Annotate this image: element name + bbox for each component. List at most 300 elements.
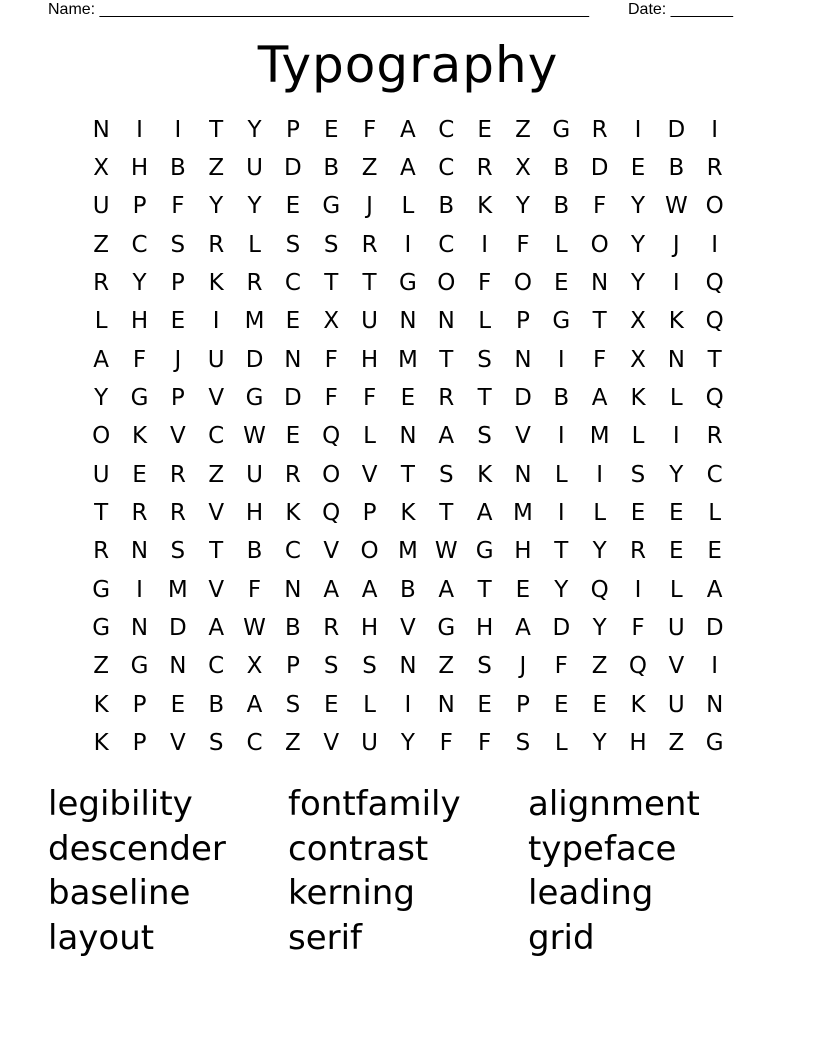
grid-letter: Y bbox=[630, 193, 646, 220]
grid-letter: S bbox=[515, 730, 531, 757]
grid-letter: U bbox=[361, 308, 378, 335]
grid-letter: E bbox=[554, 270, 569, 297]
grid-letter: D bbox=[169, 615, 187, 642]
grid-letter: E bbox=[285, 308, 301, 335]
grid-letter: D bbox=[284, 155, 302, 182]
grid-letter: T bbox=[209, 538, 224, 565]
grid-letter: L bbox=[708, 500, 722, 527]
grid-letter: L bbox=[94, 308, 108, 335]
grid-letter: B bbox=[285, 615, 301, 642]
grid-letter: L bbox=[401, 193, 415, 220]
grid-letter: T bbox=[477, 385, 492, 412]
grid-letter: L bbox=[248, 231, 261, 258]
grid-letter: A bbox=[323, 576, 340, 603]
grid-row bbox=[82, 725, 734, 763]
grid-row bbox=[82, 456, 734, 494]
grid-letter: Q bbox=[705, 385, 724, 412]
grid-letter: N bbox=[667, 346, 685, 373]
grid-letter: R bbox=[438, 385, 455, 412]
grid-letter: F bbox=[362, 116, 377, 143]
grid-letter: Y bbox=[94, 385, 109, 412]
grid-letter: E bbox=[170, 308, 186, 335]
grid-letter: S bbox=[208, 730, 224, 757]
grid-letter: R bbox=[93, 538, 110, 565]
grid-letter: P bbox=[132, 730, 147, 757]
grid-letter: I bbox=[634, 116, 642, 143]
grid-letter: M bbox=[397, 346, 418, 373]
grid-letter: Z bbox=[93, 231, 110, 258]
grid-letter: Z bbox=[208, 461, 225, 488]
grid-letter: Y bbox=[515, 193, 530, 220]
grid-letter: V bbox=[169, 423, 186, 450]
grid-letter: N bbox=[399, 653, 417, 680]
grid-letter: G bbox=[552, 308, 571, 335]
grid-letter: T bbox=[554, 538, 569, 565]
page-title: Typography bbox=[257, 36, 559, 94]
grid-letter: Y bbox=[247, 116, 262, 143]
grid-letter: B bbox=[553, 385, 570, 412]
grid-letter: L bbox=[363, 423, 376, 450]
grid-letter: B bbox=[208, 691, 225, 718]
grid-letter: I bbox=[212, 308, 220, 335]
grid-letter: H bbox=[130, 155, 149, 182]
grid-letter: P bbox=[170, 270, 185, 297]
grid-letter: Y bbox=[592, 615, 607, 642]
grid-row bbox=[82, 418, 734, 456]
grid-letter: X bbox=[515, 155, 531, 182]
grid-letter: U bbox=[361, 730, 378, 757]
grid-letter: V bbox=[323, 538, 340, 565]
grid-letter: O bbox=[322, 461, 341, 488]
grid-letter: B bbox=[246, 538, 263, 565]
grid-letter: V bbox=[515, 423, 531, 450]
grid-letter: I bbox=[557, 346, 565, 373]
grid-letter: P bbox=[170, 385, 185, 412]
grid-letter: F bbox=[631, 615, 645, 642]
grid-letter: L bbox=[478, 308, 492, 335]
grid-letter: Y bbox=[247, 193, 262, 220]
grid-letter: G bbox=[475, 538, 494, 565]
grid-letter: G bbox=[399, 270, 417, 297]
grid-letter: N bbox=[437, 308, 455, 335]
grid-letter: S bbox=[285, 691, 301, 718]
grid-letter: H bbox=[360, 615, 379, 642]
grid-letter: C bbox=[246, 730, 263, 757]
grid-letter: E bbox=[285, 423, 301, 450]
word-list-item: baseline bbox=[48, 873, 191, 913]
grid-letter: L bbox=[669, 576, 683, 603]
grid-letter: K bbox=[630, 385, 646, 412]
grid-letter: X bbox=[93, 155, 110, 182]
grid-letter: S bbox=[170, 231, 186, 258]
grid-letter: T bbox=[94, 500, 109, 527]
grid-letter: W bbox=[434, 538, 458, 565]
grid-row bbox=[82, 226, 734, 264]
grid-letter: I bbox=[557, 500, 565, 527]
grid-letter: I bbox=[174, 116, 182, 143]
grid-letter: A bbox=[246, 691, 263, 718]
grid-letter: V bbox=[169, 730, 186, 757]
word-list-item: layout bbox=[48, 917, 155, 958]
grid-letter: L bbox=[554, 730, 568, 757]
grid-letter: N bbox=[399, 308, 417, 335]
grid-letter: N bbox=[130, 538, 149, 565]
grid-letter: S bbox=[477, 346, 492, 373]
grid-letter: X bbox=[246, 653, 263, 680]
grid-letter: C bbox=[208, 653, 225, 680]
grid-letter: Y bbox=[592, 730, 607, 757]
grid-letter: N bbox=[169, 653, 187, 680]
grid-letter: E bbox=[477, 116, 492, 143]
grid-letter: I bbox=[711, 231, 719, 258]
grid-letter: W bbox=[243, 423, 266, 450]
grid-row bbox=[82, 533, 734, 571]
grid-letter: N bbox=[92, 116, 110, 143]
grid-letter: S bbox=[362, 653, 377, 680]
grid-letter: I bbox=[672, 423, 680, 450]
grid-letter: S bbox=[323, 231, 339, 258]
grid-letter: G bbox=[552, 116, 571, 143]
grid-letter: I bbox=[711, 653, 719, 680]
grid-row bbox=[82, 648, 734, 686]
grid-letter: V bbox=[208, 500, 225, 527]
grid-letter: Z bbox=[93, 653, 110, 680]
grid-letter: U bbox=[667, 615, 685, 642]
word-list-item: fontfamily bbox=[288, 784, 461, 824]
grid-letter: A bbox=[591, 385, 608, 412]
grid-letter: S bbox=[477, 653, 492, 680]
grid-letter: C bbox=[706, 461, 723, 488]
word-list-item: alignment bbox=[528, 784, 700, 824]
grid-letter: O bbox=[705, 193, 724, 220]
grid-letter: H bbox=[245, 500, 264, 527]
grid-letter: T bbox=[477, 576, 492, 603]
grid-letter: X bbox=[630, 308, 646, 335]
grid-letter: R bbox=[629, 538, 646, 565]
grid-letter: D bbox=[514, 385, 532, 412]
date-field-line: Date: _______ bbox=[628, 1, 733, 18]
grid-letter: J bbox=[366, 193, 373, 220]
grid-letter: F bbox=[439, 730, 453, 757]
grid-letter: V bbox=[208, 385, 225, 412]
word-list-item: kerning bbox=[288, 873, 415, 913]
grid-letter: G bbox=[130, 385, 149, 412]
grid-letter: F bbox=[593, 346, 607, 373]
grid-letter: B bbox=[438, 193, 455, 220]
grid-letter: D bbox=[705, 615, 724, 642]
grid-letter: E bbox=[285, 193, 301, 220]
grid-letter: O bbox=[513, 270, 532, 297]
grid-letter: U bbox=[667, 691, 685, 718]
grid-letter: P bbox=[132, 691, 147, 718]
grid-letter: R bbox=[169, 461, 186, 488]
grid-letter: Y bbox=[669, 461, 684, 488]
grid-letter: C bbox=[284, 270, 301, 297]
grid-letter: G bbox=[92, 615, 111, 642]
grid-letter: Z bbox=[438, 653, 455, 680]
grid-letter: T bbox=[707, 346, 722, 373]
grid-letter: Q bbox=[705, 270, 724, 297]
grid-letter: R bbox=[284, 461, 301, 488]
grid-letter: E bbox=[477, 691, 492, 718]
grid-letter: E bbox=[630, 500, 646, 527]
grid-letter: P bbox=[285, 116, 300, 143]
grid-letter: U bbox=[246, 155, 263, 182]
word-list-item: grid bbox=[528, 917, 595, 958]
grid-letter: U bbox=[92, 193, 110, 220]
grid-letter: A bbox=[438, 576, 455, 603]
grid-letter: C bbox=[284, 538, 301, 565]
grid-letter: N bbox=[130, 615, 149, 642]
grid-letter: P bbox=[362, 500, 377, 527]
grid-letter: D bbox=[590, 155, 609, 182]
grid-letter: N bbox=[514, 346, 532, 373]
grid-letter: E bbox=[707, 538, 722, 565]
grid-letter: N bbox=[284, 576, 302, 603]
grid-letter: F bbox=[324, 385, 338, 412]
grid-letter: E bbox=[554, 691, 569, 718]
grid-letter: F bbox=[554, 653, 568, 680]
grid-letter: F bbox=[477, 270, 492, 297]
grid-letter: M bbox=[397, 538, 418, 565]
grid-row bbox=[82, 341, 734, 379]
grid-letter: Y bbox=[209, 193, 224, 220]
grid-letter: I bbox=[672, 270, 680, 297]
grid-letter: L bbox=[363, 691, 376, 718]
grid-letter: F bbox=[516, 231, 530, 258]
grid-letter: H bbox=[629, 730, 647, 757]
grid-letter: M bbox=[244, 308, 265, 335]
grid-letter: K bbox=[93, 730, 109, 757]
grid-letter: S bbox=[323, 653, 339, 680]
grid-letter: Z bbox=[361, 155, 378, 182]
word-list bbox=[48, 782, 768, 960]
grid-letter: E bbox=[630, 155, 646, 182]
grid-letter: K bbox=[93, 691, 109, 718]
grid-letter: O bbox=[92, 423, 111, 450]
grid-letter: E bbox=[323, 116, 339, 143]
grid-row bbox=[82, 149, 734, 187]
grid-letter: F bbox=[362, 385, 377, 412]
grid-letter: C bbox=[208, 423, 225, 450]
grid-letter: M bbox=[513, 500, 533, 527]
grid-letter: I bbox=[404, 691, 412, 718]
grid-letter: G bbox=[130, 653, 149, 680]
grid-letter: Q bbox=[322, 423, 341, 450]
word-list-item: leading bbox=[528, 873, 654, 913]
grid-row bbox=[82, 494, 734, 532]
grid-letter: Z bbox=[668, 730, 685, 757]
grid-letter: N bbox=[399, 423, 417, 450]
grid-letter: S bbox=[630, 461, 646, 488]
grid-letter: V bbox=[323, 730, 340, 757]
grid-letter: E bbox=[170, 691, 186, 718]
letter-grid bbox=[82, 111, 734, 763]
grid-letter: L bbox=[669, 385, 683, 412]
grid-letter: V bbox=[361, 461, 378, 488]
grid-letter: G bbox=[92, 576, 111, 603]
grid-row bbox=[82, 379, 734, 417]
grid-letter: R bbox=[706, 155, 723, 182]
grid-letter: I bbox=[557, 423, 565, 450]
grid-letter: J bbox=[672, 231, 680, 258]
grid-row bbox=[82, 686, 734, 724]
grid-row bbox=[82, 303, 734, 341]
grid-letter: O bbox=[437, 270, 456, 297]
grid-letter: C bbox=[438, 116, 455, 143]
grid-letter: T bbox=[439, 500, 454, 527]
grid-letter: N bbox=[284, 346, 302, 373]
grid-letter: Y bbox=[400, 730, 415, 757]
grid-letter: B bbox=[169, 155, 186, 182]
grid-letter: G bbox=[322, 193, 341, 220]
grid-letter: F bbox=[593, 193, 607, 220]
grid-letter: G bbox=[705, 730, 724, 757]
grid-letter: N bbox=[437, 691, 455, 718]
grid-letter: A bbox=[706, 576, 723, 603]
grid-letter: R bbox=[591, 116, 608, 143]
grid-letter: Y bbox=[592, 538, 607, 565]
grid-letter: L bbox=[631, 423, 645, 450]
grid-letter: Z bbox=[208, 155, 225, 182]
grid-letter: R bbox=[208, 231, 225, 258]
grid-letter: E bbox=[323, 691, 339, 718]
grid-letter: R bbox=[706, 423, 723, 450]
grid-letter: Q bbox=[628, 653, 648, 680]
grid-letter: W bbox=[243, 615, 266, 642]
grid-letter: O bbox=[360, 538, 379, 565]
grid-letter: E bbox=[669, 538, 684, 565]
grid-letter: X bbox=[630, 346, 646, 373]
grid-letter: E bbox=[515, 576, 531, 603]
grid-letter: A bbox=[400, 116, 416, 143]
grid-letter: A bbox=[361, 576, 378, 603]
grid-letter: S bbox=[438, 461, 454, 488]
grid-letter: T bbox=[209, 116, 224, 143]
grid-letter: P bbox=[516, 308, 530, 335]
grid-letter: E bbox=[400, 385, 416, 412]
grid-letter: L bbox=[593, 500, 607, 527]
grid-letter: D bbox=[667, 116, 686, 143]
grid-letter: W bbox=[664, 193, 688, 220]
grid-row bbox=[82, 609, 734, 647]
grid-letter: S bbox=[285, 231, 301, 258]
grid-letter: I bbox=[634, 576, 642, 603]
grid-letter: K bbox=[285, 500, 301, 527]
grid-letter: L bbox=[554, 461, 568, 488]
grid-letter: T bbox=[324, 270, 339, 297]
grid-letter: Z bbox=[591, 653, 608, 680]
grid-letter: K bbox=[131, 423, 148, 450]
word-list-item: descender bbox=[48, 828, 226, 869]
grid-row bbox=[82, 111, 734, 149]
word-list-item: legibility bbox=[48, 784, 193, 824]
grid-letter: F bbox=[132, 346, 147, 373]
grid-letter: Q bbox=[705, 308, 724, 335]
grid-letter: B bbox=[553, 193, 570, 220]
grid-letter: E bbox=[592, 691, 607, 718]
grid-letter: A bbox=[400, 155, 416, 182]
grid-letter: I bbox=[136, 116, 143, 143]
grid-letter: K bbox=[208, 270, 224, 297]
grid-letter: H bbox=[514, 538, 532, 565]
grid-letter: D bbox=[284, 385, 302, 412]
grid-letter: P bbox=[132, 193, 147, 220]
grid-letter: H bbox=[360, 346, 379, 373]
grid-letter: T bbox=[439, 346, 454, 373]
grid-letter: B bbox=[323, 155, 340, 182]
grid-letter: A bbox=[476, 500, 493, 527]
grid-letter: Y bbox=[554, 576, 569, 603]
grid-letter: J bbox=[174, 346, 182, 373]
grid-letter: A bbox=[515, 615, 531, 642]
grid-letter: H bbox=[475, 615, 494, 642]
word-list-item: typeface bbox=[528, 828, 677, 869]
grid-letter: M bbox=[589, 423, 610, 450]
grid-letter: N bbox=[591, 270, 609, 297]
grid-letter: T bbox=[362, 270, 377, 297]
grid-letter: M bbox=[167, 576, 188, 603]
grid-letter: U bbox=[207, 346, 225, 373]
grid-letter: G bbox=[437, 615, 456, 642]
grid-letter: A bbox=[438, 423, 455, 450]
grid-letter: K bbox=[668, 308, 684, 335]
grid-letter: Y bbox=[630, 231, 646, 258]
grid-row bbox=[82, 264, 734, 302]
grid-letter: V bbox=[208, 576, 225, 603]
grid-letter: B bbox=[400, 576, 416, 603]
grid-letter: V bbox=[668, 653, 685, 680]
grid-letter: I bbox=[711, 116, 719, 143]
grid-letter: R bbox=[323, 615, 340, 642]
grid-letter: K bbox=[477, 461, 493, 488]
grid-letter: C bbox=[438, 155, 455, 182]
grid-letter: R bbox=[361, 231, 378, 258]
grid-letter: N bbox=[514, 461, 532, 488]
word-list-item: serif bbox=[288, 917, 363, 958]
grid-letter: B bbox=[668, 155, 685, 182]
grid-letter: P bbox=[516, 691, 530, 718]
grid-letter: I bbox=[481, 231, 488, 258]
grid-letter: D bbox=[552, 615, 571, 642]
grid-letter: B bbox=[553, 155, 570, 182]
grid-letter: U bbox=[246, 461, 263, 488]
grid-letter: A bbox=[208, 615, 225, 642]
grid-letter: H bbox=[130, 308, 149, 335]
grid-letter: Q bbox=[590, 576, 609, 603]
grid-letter: S bbox=[170, 538, 186, 565]
grid-letter: G bbox=[245, 385, 264, 412]
grid-letter: J bbox=[519, 653, 527, 680]
grid-letter: T bbox=[592, 308, 607, 335]
grid-letter: E bbox=[132, 461, 147, 488]
grid-row bbox=[82, 188, 734, 226]
grid-letter: F bbox=[324, 346, 338, 373]
grid-letter: A bbox=[93, 346, 110, 373]
grid-letter: D bbox=[245, 346, 264, 373]
grid-letter: R bbox=[131, 500, 148, 527]
grid-row bbox=[82, 571, 734, 609]
grid-letter: K bbox=[477, 193, 493, 220]
grid-letter: F bbox=[171, 193, 185, 220]
grid-letter: N bbox=[706, 691, 724, 718]
grid-letter: C bbox=[438, 231, 455, 258]
grid-letter: R bbox=[476, 155, 493, 182]
grid-letter: I bbox=[136, 576, 143, 603]
grid-letter: K bbox=[630, 691, 646, 718]
grid-letter: L bbox=[554, 231, 568, 258]
grid-letter: E bbox=[669, 500, 684, 527]
